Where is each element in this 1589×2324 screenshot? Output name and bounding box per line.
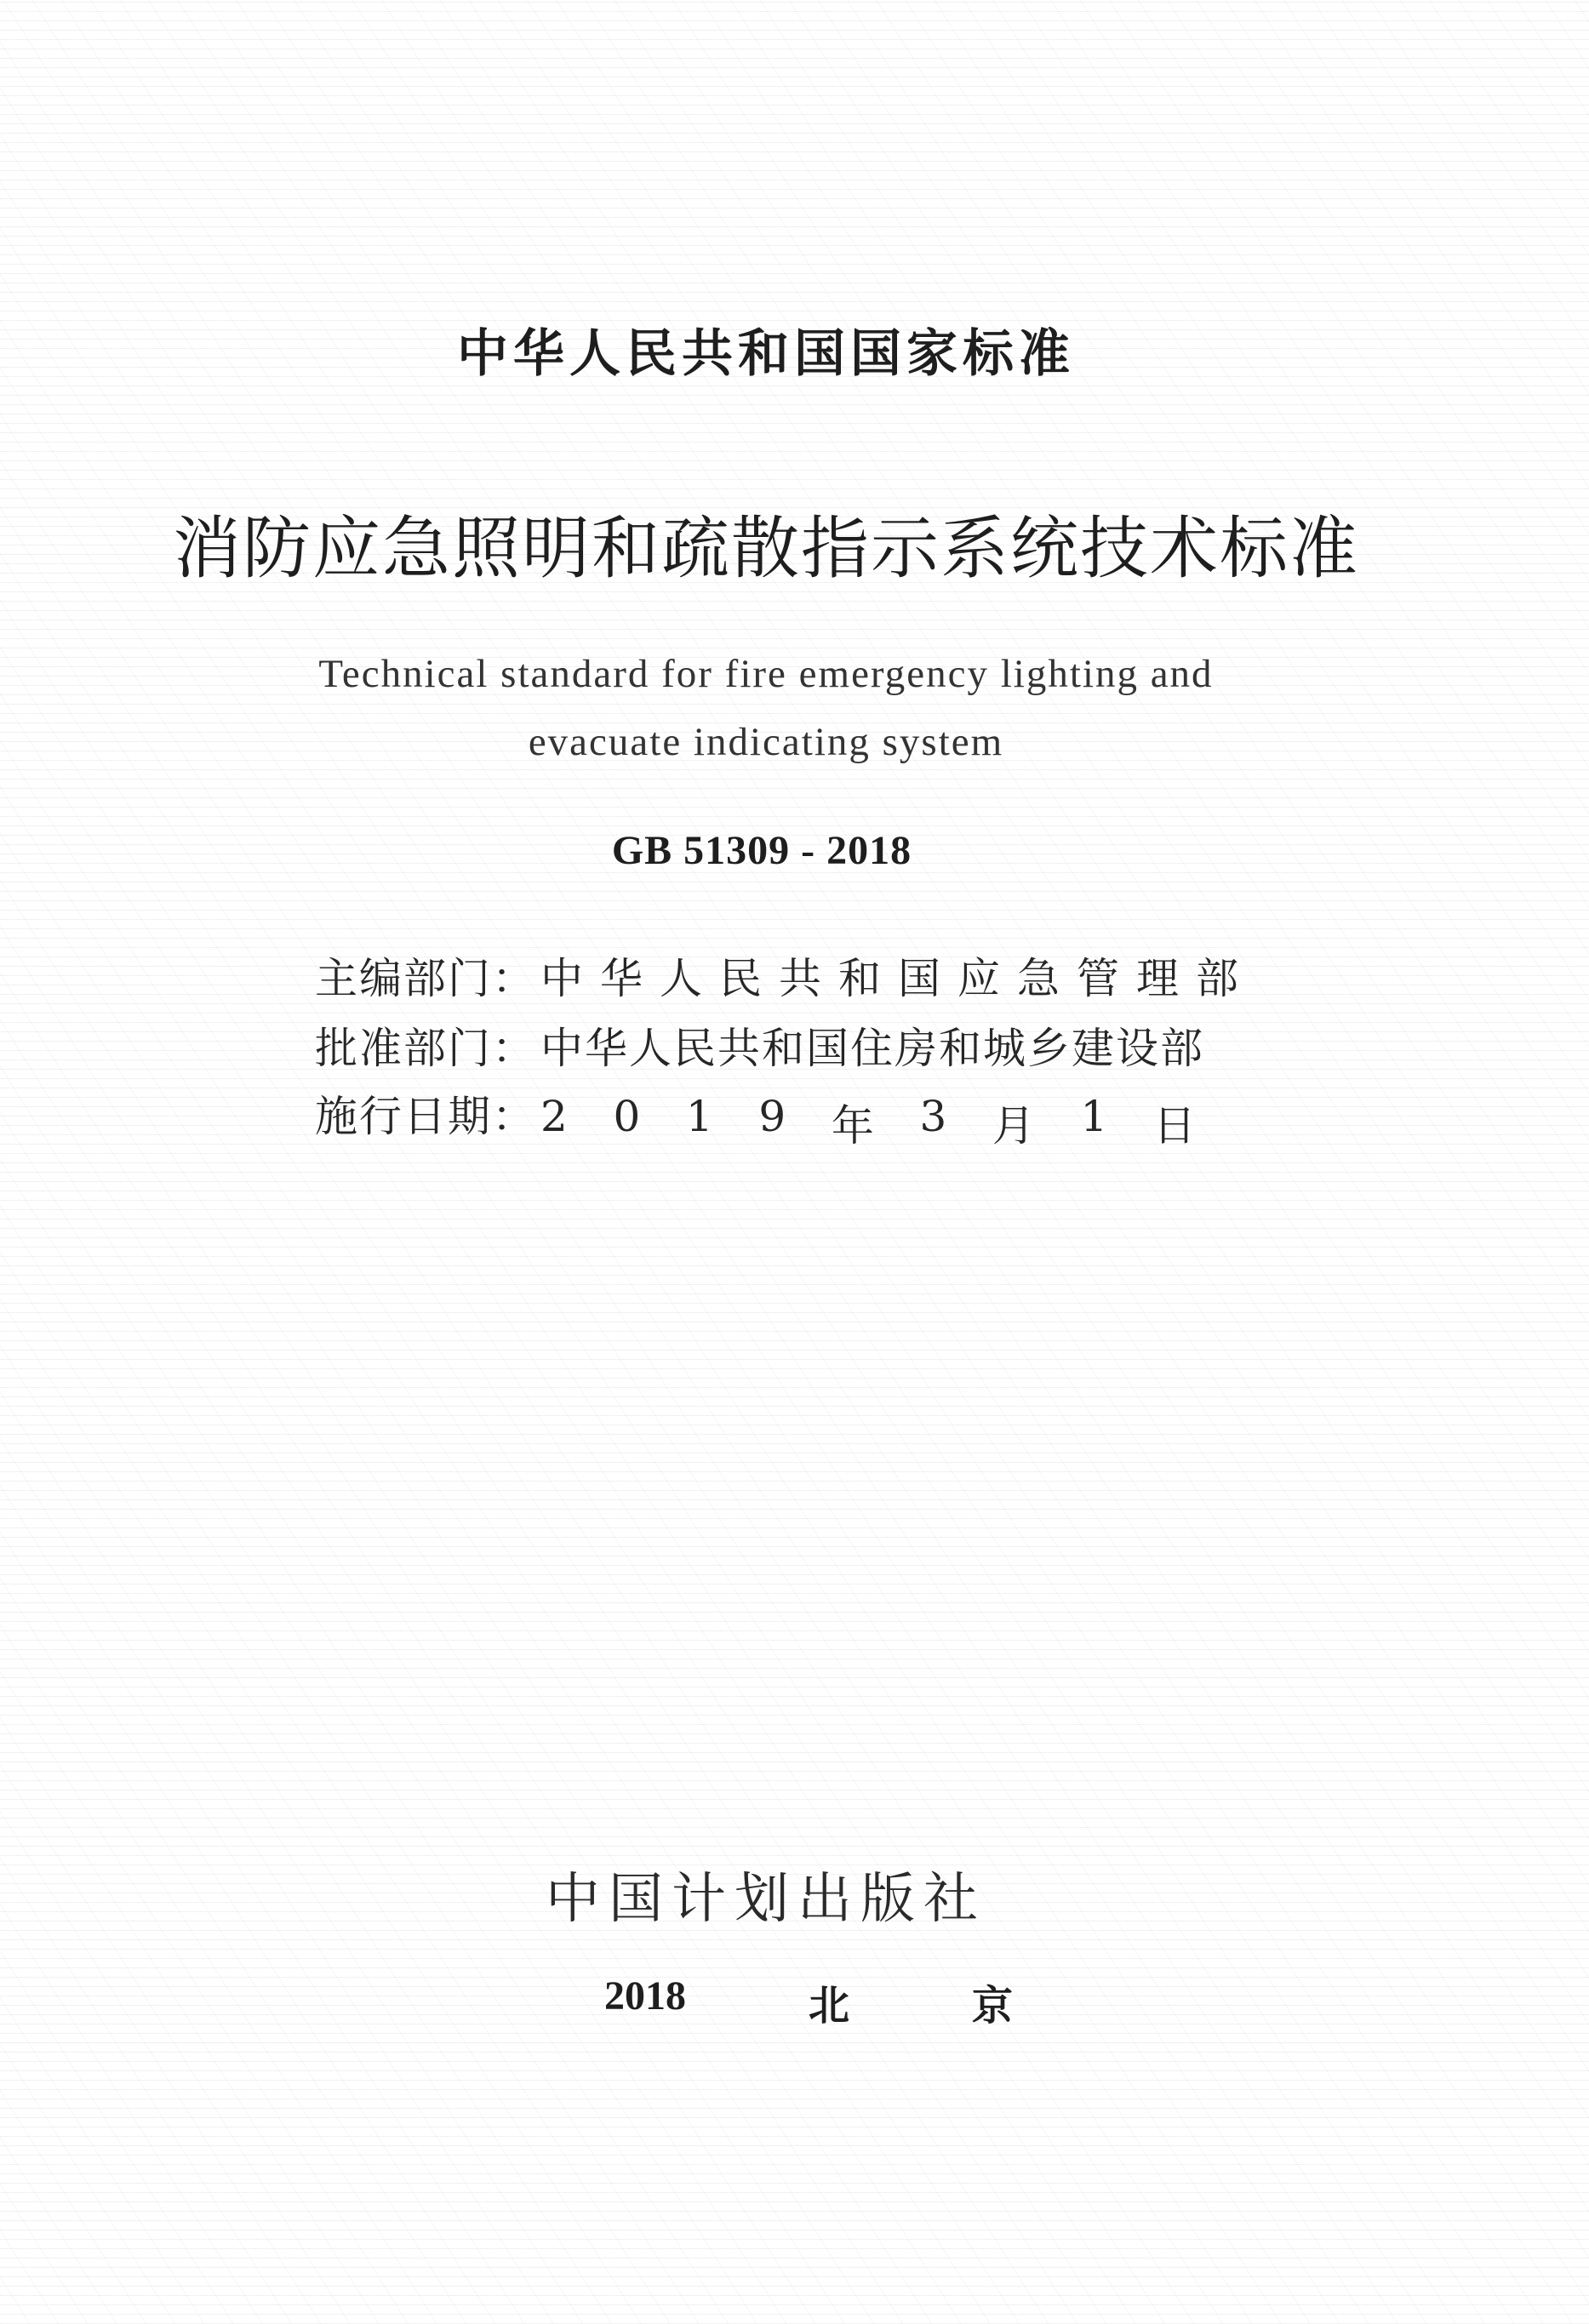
title-english-line-2: evacuate indicating system [528, 720, 1004, 764]
standard-title-chinese: 消防应急照明和疏散指示系统技术标准 [173, 509, 1359, 588]
effective-date-char: 3 [919, 1092, 947, 1141]
effective-date-value [540, 1092, 1196, 1153]
effective-date-char: 1 [685, 1092, 713, 1141]
chief-editor-value: 中华人民共和国应急管理部 [540, 954, 1255, 1003]
effective-date-char: 年 [831, 1101, 874, 1151]
approval-value: 中华人民共和国住房和城乡建设部 [540, 1024, 1204, 1073]
title-english-line-1: Technical standard for fire emergency lighting and [318, 652, 1214, 696]
publication-city-char-1: 北 [808, 1984, 849, 2029]
standard-title-english [0, 640, 1532, 776]
effective-date-char: 2 [540, 1092, 568, 1141]
publication-year: 2018 [604, 1973, 686, 2019]
effective-date-char: 1 [1080, 1092, 1108, 1141]
approval-row [315, 1014, 1217, 1076]
effective-date-label: 施行日期： [315, 1092, 536, 1141]
approval-label: 批准部门： [315, 1024, 536, 1073]
standard-code: GB 51309 - 2018 [611, 828, 912, 873]
chief-editor-row [315, 945, 1255, 1006]
effective-date-char: 日 [1153, 1101, 1196, 1151]
publisher-name: 中国计划出版社 [546, 1868, 986, 1931]
effective-date-char: 9 [758, 1092, 786, 1141]
effective-date-row [315, 1082, 1217, 1153]
effective-date-char: 月 [992, 1101, 1035, 1151]
publication-year-city [604, 1973, 1013, 2031]
publication-city-char-2: 京 [971, 1984, 1013, 2029]
chief-editor-label: 主编部门： [315, 954, 536, 1003]
effective-date-char: 0 [613, 1092, 641, 1141]
national-standard-heading: 中华人民共和国国家标准 [457, 324, 1075, 384]
